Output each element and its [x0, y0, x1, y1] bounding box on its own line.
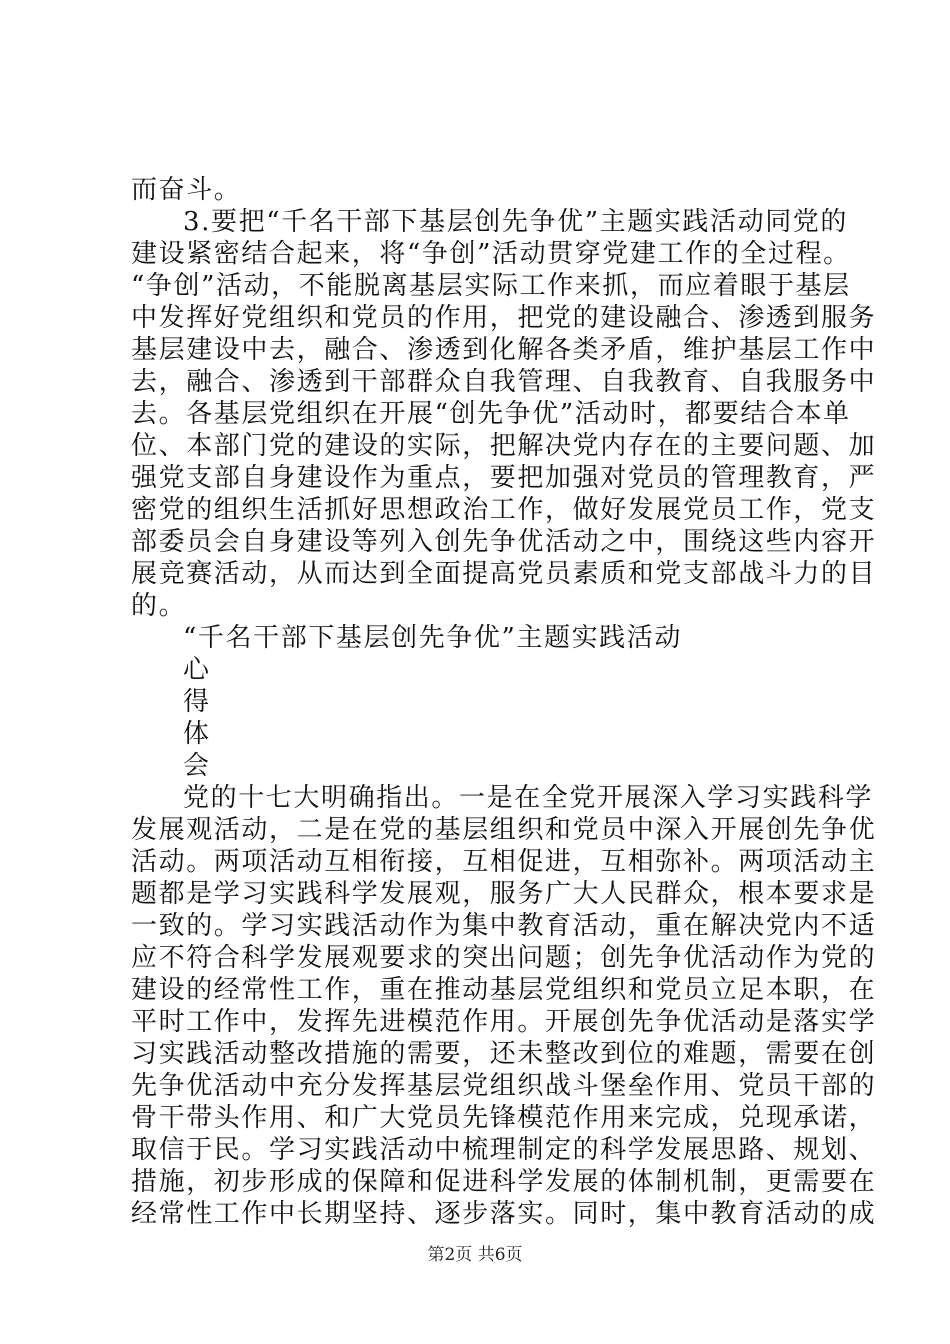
- text-line: 中发挥好党组织和党员的作用，把党的建设融合、渗透到服务: [131, 303, 877, 333]
- text-line: 密党的组织生活抓好思想政治工作，做好发展党员工作，党支: [131, 495, 877, 525]
- text-line: 一致的。学习实践活动作为集中教育活动，重在解决党内不适: [131, 911, 877, 941]
- title-char: 心: [183, 655, 211, 685]
- text-line: 展竞赛活动，从而达到全面提高党员素质和党支部战斗力的目: [131, 559, 877, 589]
- text-line: 位、本部门党的建设的实际，把解决党内存在的主要问题、加: [131, 431, 877, 461]
- text-line: 基层建设中去，融合、渗透到化解各类矛盾，维护基层工作中: [131, 335, 877, 365]
- text-line: 强党支部自身建设作为重点，要把加强对党员的管理教育，严: [131, 463, 877, 493]
- text-line: 部委员会自身建设等列入创先争优活动之中，围绕这些内容开: [131, 527, 877, 557]
- text-line: 去，融合、渗透到干部群众自我管理、自我教育、自我服务中: [131, 367, 877, 397]
- text-line: “争创”活动，不能脱离基层实际工作来抓，而应着眼于基层: [131, 271, 851, 301]
- text-line: 应不符合科学发展观要求的突出问题；创先争优活动作为党的: [131, 943, 877, 973]
- section-title: “千名干部下基层创先争优”主题实践活动: [183, 623, 682, 653]
- text-line: 建设的经常性工作，重在推动基层党组织和党员立足本职，在: [131, 975, 877, 1005]
- text-line: 措施，初步形成的保障和促进科学发展的体制机制，更需要在: [131, 1167, 877, 1197]
- text-line: 建设紧密结合起来，将“争创”活动贯穿党建工作的全过程。: [131, 239, 851, 269]
- text-line: 骨干带头作用、和广大党员先锋模范作用来完成，兑现承诺，: [131, 1103, 877, 1133]
- text-line: 习实践活动整改措施的需要，还未整改到位的难题，需要在创: [131, 1039, 877, 1069]
- text-line: 的。: [131, 591, 187, 621]
- text-line: 发展观活动，二是在党的基层组织和党员中深入开展创先争优: [131, 815, 877, 845]
- title-char: 得: [183, 687, 211, 717]
- text-line: 经常性工作中长期坚持、逐步落实。同时，集中教育活动的成: [131, 1199, 877, 1229]
- text-line: 取信于民。学习实践活动中梳理制定的科学发展思路、规划、: [131, 1135, 877, 1165]
- text-line: 去。各基层党组织在开展“创先争优”活动时，都要结合本单: [131, 399, 851, 429]
- paragraph-start-line: 党的十七大明确指出。一是在全党开展深入学习实践科学: [183, 783, 874, 813]
- title-char: 会: [183, 751, 211, 781]
- paragraph-start-line: 3.要把“千名干部下基层创先争优”主题实践活动同党的: [183, 207, 848, 237]
- text-line: 活动。两项活动互相衔接，互相促进，互相弥补。两项活动主: [131, 847, 877, 877]
- title-char: 体: [183, 719, 211, 749]
- text-line: 先争优活动中充分发挥基层党组织战斗堡垒作用、党员干部的: [131, 1071, 877, 1101]
- text-line: 平时工作中，发挥先进模范作用。开展创先争优活动是落实学: [131, 1007, 877, 1037]
- page-number: 第2页 共6页: [427, 1245, 523, 1265]
- text-line: 题都是学习实践科学发展观，服务广大人民群众，根本要求是: [131, 879, 877, 909]
- text-line: 而奋斗。: [131, 175, 242, 205]
